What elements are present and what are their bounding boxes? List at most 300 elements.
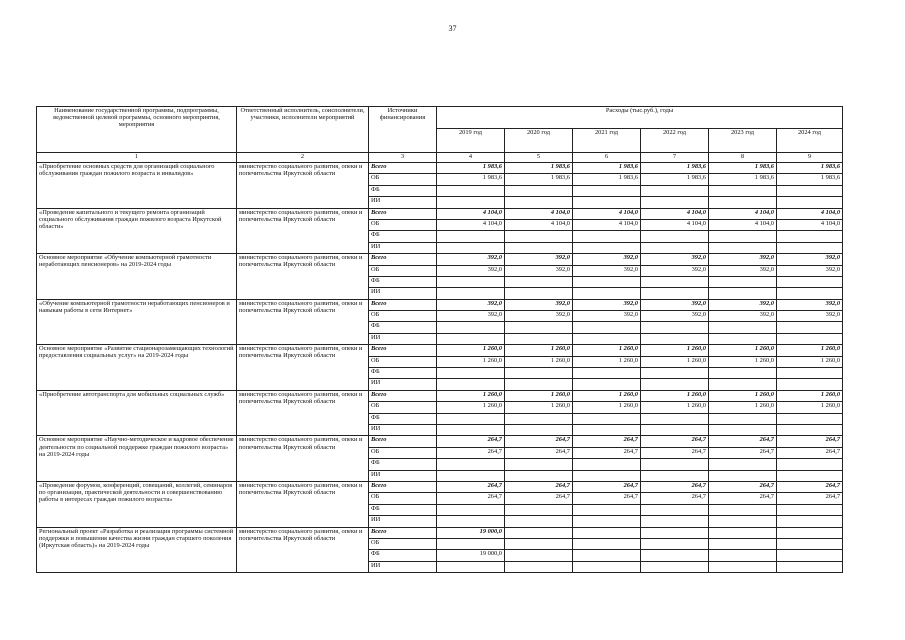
funding-source: ОБ (369, 538, 437, 549)
funding-source: ИИ (369, 470, 437, 481)
expense-value: 392,0 (641, 311, 709, 322)
expense-value (437, 379, 505, 390)
page-number: 37 (448, 24, 457, 33)
measure-executor: министерство социального развития, опеки и попечительства Иркутской области (237, 390, 369, 436)
expense-value (709, 379, 777, 390)
expense-value (573, 322, 641, 333)
expense-value: 264,7 (573, 493, 641, 504)
measure-executor: министерство социального развития, опеки и попечительства Иркутской области (237, 208, 369, 254)
expense-value (641, 242, 709, 253)
expense-value: 4 104,0 (437, 208, 505, 219)
funding-source: Всего (369, 345, 437, 356)
expense-value (573, 527, 641, 538)
funding-source: Всего (369, 299, 437, 310)
expense-value: 1 983,6 (437, 163, 505, 174)
expense-value (777, 459, 843, 470)
funding-source: Всего (369, 390, 437, 401)
expense-value (641, 527, 709, 538)
expense-value: 264,7 (641, 493, 709, 504)
expense-value (709, 538, 777, 549)
expense-value: 4 104,0 (573, 208, 641, 219)
expense-value (505, 288, 573, 299)
expense-value: 1 260,0 (777, 402, 843, 413)
expense-value (777, 276, 843, 287)
expense-value: 392,0 (437, 254, 505, 265)
measure-name: Основное мероприятие «Научно-методическое и кадровое обеспечение деятельности по социальной поддержке граждан пожилого возраста» на 2019-2024 годы (37, 436, 237, 482)
expense-value: 4 104,0 (709, 219, 777, 230)
expense-value (709, 470, 777, 481)
funding-source: ОБ (369, 219, 437, 230)
expense-value (777, 561, 843, 572)
expense-value (437, 231, 505, 242)
header-executor: Ответственный исполнитель, соисполнители, участники, исполнители мероприятий (237, 107, 369, 153)
expense-value (437, 538, 505, 549)
expense-value: 4 104,0 (505, 219, 573, 230)
expense-value (709, 413, 777, 424)
expense-value: 4 104,0 (505, 208, 573, 219)
measure-name: Основное мероприятие «Обучение компьютерной грамотности неработающих пенсионеров» на 2019-2024 годы (37, 254, 237, 300)
expense-value: 264,7 (777, 447, 843, 458)
column-number: 8 (709, 153, 777, 163)
expense-value: 264,7 (641, 447, 709, 458)
expense-value: 264,7 (437, 436, 505, 447)
expense-value (573, 413, 641, 424)
header-expenses: Расходы (тыс.руб.), годы (437, 107, 843, 129)
expense-value: 1 260,0 (641, 345, 709, 356)
funding-source: Всего (369, 254, 437, 265)
column-number: 1 (37, 153, 237, 163)
expense-value: 264,7 (573, 447, 641, 458)
expense-value: 1 983,6 (709, 163, 777, 174)
expense-value (437, 288, 505, 299)
expense-value: 392,0 (573, 265, 641, 276)
expense-value: 392,0 (777, 299, 843, 310)
column-number: 4 (437, 153, 505, 163)
funding-source: ФБ (369, 322, 437, 333)
expense-value (641, 550, 709, 561)
measure-name: «Приобретение основных средств для организаций социального обслуживания граждан пожилого возраста и инвалидов» (37, 163, 237, 209)
expense-value: 392,0 (505, 254, 573, 265)
expense-value (437, 368, 505, 379)
expense-value: 1 260,0 (709, 356, 777, 367)
funding-source: ФБ (369, 231, 437, 242)
expense-value (777, 379, 843, 390)
expense-value: 1 260,0 (437, 345, 505, 356)
expense-value: 4 104,0 (641, 208, 709, 219)
header-year: 2021 год (573, 129, 641, 153)
expense-value (505, 322, 573, 333)
expense-value: 1 983,6 (573, 163, 641, 174)
funding-source: Всего (369, 163, 437, 174)
expense-value (573, 561, 641, 572)
funding-source: ОБ (369, 174, 437, 185)
expense-value (641, 413, 709, 424)
expense-value: 1 260,0 (709, 402, 777, 413)
expense-value (709, 527, 777, 538)
expense-value (505, 424, 573, 435)
measure-executor: министерство социального развития, опеки и попечительства Иркутской области (237, 163, 369, 209)
expense-value: 392,0 (641, 299, 709, 310)
expense-value (505, 459, 573, 470)
expense-value (641, 333, 709, 344)
expense-value (437, 470, 505, 481)
expense-value: 1 983,6 (777, 163, 843, 174)
expense-value (505, 231, 573, 242)
expense-value (777, 242, 843, 253)
expense-value (709, 368, 777, 379)
expense-value: 264,7 (505, 447, 573, 458)
measure-name: «Проведение капитального и текущего ремонта организаций социального обслуживания граждан пожилого возраста Иркутской области» (37, 208, 237, 254)
column-number: 5 (505, 153, 573, 163)
expense-value (709, 424, 777, 435)
expense-value: 264,7 (505, 436, 573, 447)
expense-value (777, 424, 843, 435)
table-row (37, 254, 843, 265)
funding-source: ИИ (369, 516, 437, 527)
expense-value: 1 983,6 (437, 174, 505, 185)
expense-value (505, 550, 573, 561)
expense-value: 392,0 (709, 311, 777, 322)
funding-source: Всего (369, 436, 437, 447)
expense-value: 392,0 (777, 265, 843, 276)
measure-executor: министерство социального развития, опеки и попечительства Иркутской области (237, 481, 369, 527)
expense-value (777, 470, 843, 481)
expense-value (505, 527, 573, 538)
expense-value (573, 368, 641, 379)
expense-value (505, 276, 573, 287)
expense-value: 1 983,6 (777, 174, 843, 185)
measure-name: Региональный проект «Разработка и реализация программы системной поддержки и повышения качества жизни граждан старшего поколения (Иркутская область)» на 2019-2024 годы (37, 527, 237, 573)
budget-table (36, 106, 843, 573)
expense-value (641, 459, 709, 470)
expense-value (573, 470, 641, 481)
expense-value: 1 260,0 (437, 390, 505, 401)
measure-executor: министерство социального развития, опеки и попечительства Иркутской области (237, 436, 369, 482)
expense-value (505, 413, 573, 424)
expense-value (437, 516, 505, 527)
expense-value: 264,7 (709, 493, 777, 504)
expense-value: 264,7 (573, 436, 641, 447)
expense-value (573, 276, 641, 287)
column-number: 7 (641, 153, 709, 163)
expense-value (573, 459, 641, 470)
expense-value: 264,7 (777, 493, 843, 504)
header-name: Наименование государственной программы, подпрограммы, ведомственной целевой программы, основного мероприятия, мероприятия (37, 107, 237, 153)
expense-value (573, 379, 641, 390)
expense-value: 1 260,0 (573, 345, 641, 356)
header-year: 2024 год (777, 129, 843, 153)
table-row (37, 527, 843, 538)
expense-value: 1 260,0 (505, 356, 573, 367)
expense-value: 1 260,0 (777, 356, 843, 367)
expense-value: 264,7 (709, 436, 777, 447)
funding-source: ФБ (369, 459, 437, 470)
expense-value (505, 333, 573, 344)
expense-value (437, 276, 505, 287)
expense-value: 1 260,0 (641, 402, 709, 413)
expense-value: 264,7 (437, 447, 505, 458)
expense-value (709, 459, 777, 470)
expense-value (573, 550, 641, 561)
header-year: 2020 год (505, 129, 573, 153)
funding-source: ФБ (369, 185, 437, 196)
expense-value (437, 424, 505, 435)
expense-value: 264,7 (709, 481, 777, 492)
expense-value: 19 000,0 (437, 527, 505, 538)
expense-value: 264,7 (709, 447, 777, 458)
expense-value (437, 333, 505, 344)
header-year: 2019 год (437, 129, 505, 153)
funding-source: ОБ (369, 265, 437, 276)
expense-value: 1 260,0 (641, 356, 709, 367)
expense-value: 1 260,0 (573, 356, 641, 367)
expense-value (777, 413, 843, 424)
measure-name: «Проведение форумов, конференций, совещаний, коллегий, семинаров по организации, практической деятельности и совершенствованию работы в интересах граждан пожилого возраста» (37, 481, 237, 527)
funding-source: ОБ (369, 356, 437, 367)
expense-value (777, 504, 843, 515)
funding-source: ОБ (369, 311, 437, 322)
expense-value (505, 197, 573, 208)
expense-value (777, 197, 843, 208)
expense-value: 1 260,0 (709, 390, 777, 401)
expense-value (641, 379, 709, 390)
table-row (37, 390, 843, 401)
expense-value (505, 185, 573, 196)
expense-value: 264,7 (777, 436, 843, 447)
expense-value: 392,0 (641, 265, 709, 276)
expense-value: 4 104,0 (573, 219, 641, 230)
expense-value (709, 561, 777, 572)
expense-value (641, 424, 709, 435)
expense-value (437, 197, 505, 208)
measure-executor: министерство социального развития, опеки и попечительства Иркутской области (237, 527, 369, 573)
expense-value: 1 260,0 (709, 345, 777, 356)
expense-value (573, 185, 641, 196)
expense-value: 392,0 (505, 311, 573, 322)
expense-value (777, 527, 843, 538)
expense-value: 392,0 (437, 311, 505, 322)
funding-source: ИИ (369, 561, 437, 572)
expense-value: 1 260,0 (505, 390, 573, 401)
expense-value (777, 550, 843, 561)
table-row (37, 163, 843, 174)
expense-value: 392,0 (505, 299, 573, 310)
funding-source: ИИ (369, 197, 437, 208)
expense-value (777, 185, 843, 196)
expense-value (709, 197, 777, 208)
expense-value (641, 197, 709, 208)
column-number: 9 (777, 153, 843, 163)
column-number: 2 (237, 153, 369, 163)
header-year: 2022 год (641, 129, 709, 153)
expense-value (641, 231, 709, 242)
expense-value (437, 242, 505, 253)
funding-source: ОБ (369, 493, 437, 504)
expense-value (709, 185, 777, 196)
measure-executor: министерство социального развития, опеки и попечительства Иркутской области (237, 254, 369, 300)
expense-value: 1 260,0 (641, 390, 709, 401)
expense-value: 1 260,0 (777, 390, 843, 401)
expense-value (573, 242, 641, 253)
expense-value: 392,0 (573, 254, 641, 265)
expense-value (573, 333, 641, 344)
funding-source: Всего (369, 481, 437, 492)
expense-value (573, 424, 641, 435)
column-number-row (37, 153, 843, 163)
expense-value: 264,7 (573, 481, 641, 492)
expense-value (573, 504, 641, 515)
measure-name: «Обучение компьютерной грамотности неработающих пенсионеров и навыкам работы в сети Интернет» (37, 299, 237, 345)
funding-source: ФБ (369, 276, 437, 287)
expense-value: 392,0 (505, 265, 573, 276)
table-row (37, 208, 843, 219)
expense-value: 1 983,6 (505, 163, 573, 174)
expense-value: 392,0 (709, 299, 777, 310)
expense-value (777, 322, 843, 333)
funding-source: ФБ (369, 504, 437, 515)
expense-value: 264,7 (505, 481, 573, 492)
expense-value: 19 000,0 (437, 550, 505, 561)
expense-value (709, 322, 777, 333)
expense-value (505, 470, 573, 481)
expense-value (641, 516, 709, 527)
expense-value: 1 260,0 (573, 402, 641, 413)
expense-value (505, 516, 573, 527)
expense-value: 1 260,0 (777, 345, 843, 356)
expense-value: 4 104,0 (777, 219, 843, 230)
expense-value: 1 983,6 (641, 174, 709, 185)
expense-value: 264,7 (641, 436, 709, 447)
measure-executor: министерство социального развития, опеки и попечительства Иркутской области (237, 299, 369, 345)
expense-value (641, 538, 709, 549)
expense-value (573, 516, 641, 527)
expense-value: 4 104,0 (709, 208, 777, 219)
expense-value: 392,0 (777, 254, 843, 265)
expense-value (709, 276, 777, 287)
expense-value (641, 276, 709, 287)
expense-value (641, 322, 709, 333)
expense-value: 1 260,0 (505, 402, 573, 413)
funding-source: ИИ (369, 424, 437, 435)
expense-value (709, 288, 777, 299)
expense-value: 4 104,0 (641, 219, 709, 230)
expense-value: 264,7 (777, 481, 843, 492)
expense-value: 392,0 (777, 311, 843, 322)
expense-value (573, 288, 641, 299)
expense-value (641, 504, 709, 515)
expense-value: 1 260,0 (505, 345, 573, 356)
funding-source: ИИ (369, 288, 437, 299)
table-row (37, 345, 843, 356)
funding-source: ИИ (369, 333, 437, 344)
expense-value (709, 516, 777, 527)
expense-value (573, 538, 641, 549)
expense-value: 392,0 (573, 311, 641, 322)
expense-value (505, 538, 573, 549)
expense-value (437, 413, 505, 424)
expense-value: 4 104,0 (437, 219, 505, 230)
expense-value: 1 260,0 (437, 402, 505, 413)
expense-value (777, 516, 843, 527)
expense-value: 264,7 (505, 493, 573, 504)
funding-source: ИИ (369, 242, 437, 253)
expense-value: 1 983,6 (641, 163, 709, 174)
funding-source: ФБ (369, 413, 437, 424)
expense-value: 264,7 (437, 481, 505, 492)
expense-value (641, 185, 709, 196)
funding-source: Всего (369, 527, 437, 538)
expense-value (641, 288, 709, 299)
expense-value (777, 288, 843, 299)
expense-value (709, 242, 777, 253)
expense-value: 1 260,0 (437, 356, 505, 367)
header-year: 2023 год (709, 129, 777, 153)
table-row (37, 436, 843, 447)
expense-value (709, 231, 777, 242)
expense-value (505, 368, 573, 379)
expense-value: 392,0 (437, 299, 505, 310)
expense-value (777, 538, 843, 549)
expense-value (573, 231, 641, 242)
header-source: Источники финансирования (369, 107, 437, 153)
expense-value (777, 368, 843, 379)
expense-value (777, 231, 843, 242)
expense-value: 264,7 (641, 481, 709, 492)
table-row (37, 299, 843, 310)
expense-value: 1 983,6 (505, 174, 573, 185)
measure-executor: министерство социального развития, опеки и попечительства Иркутской области (237, 345, 369, 391)
expense-value: 392,0 (641, 254, 709, 265)
expense-value (437, 561, 505, 572)
expense-value (709, 333, 777, 344)
measure-name: Основное мероприятие «Развитие стационарозамещающих технологий предоставления социальных услуг» на 2019-2024 годы (37, 345, 237, 391)
funding-source: ОБ (369, 447, 437, 458)
expense-value (641, 470, 709, 481)
expense-value (505, 379, 573, 390)
expense-value (573, 197, 641, 208)
table-row (37, 481, 843, 492)
column-number: 6 (573, 153, 641, 163)
expense-value: 1 983,6 (573, 174, 641, 185)
expense-value (641, 561, 709, 572)
funding-source: Всего (369, 208, 437, 219)
expense-value (777, 333, 843, 344)
expense-value (437, 322, 505, 333)
funding-source: ФБ (369, 368, 437, 379)
expense-value (505, 242, 573, 253)
funding-source: ОБ (369, 402, 437, 413)
expense-value: 392,0 (437, 265, 505, 276)
expense-value (505, 504, 573, 515)
expense-value: 392,0 (573, 299, 641, 310)
expense-value: 264,7 (437, 493, 505, 504)
expense-value: 392,0 (709, 254, 777, 265)
funding-source: ФБ (369, 550, 437, 561)
column-number: 3 (369, 153, 437, 163)
expense-value (437, 185, 505, 196)
expense-value: 392,0 (709, 265, 777, 276)
expense-value (709, 504, 777, 515)
expense-value (709, 550, 777, 561)
expense-value (505, 561, 573, 572)
expense-value (437, 504, 505, 515)
expense-value: 1 983,6 (709, 174, 777, 185)
expense-value (437, 459, 505, 470)
expense-value (641, 368, 709, 379)
expense-value: 4 104,0 (777, 208, 843, 219)
measure-name: «Приобретение автотранспорта для мобильных социальных служб» (37, 390, 237, 436)
funding-source: ИИ (369, 379, 437, 390)
